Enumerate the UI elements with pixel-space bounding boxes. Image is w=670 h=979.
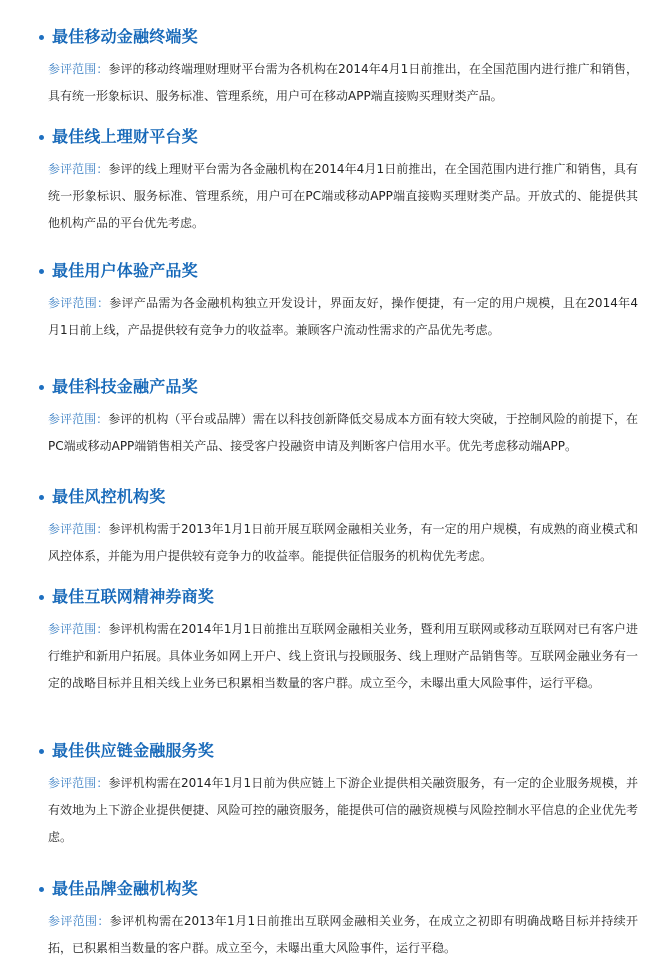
award-title: 最佳线上理财平台奖: [52, 127, 198, 146]
scope-label: 参评范围：: [48, 622, 109, 636]
scope-label: 参评范围：: [48, 296, 110, 310]
bullet-dot-icon: [39, 35, 44, 40]
award-description: [48, 406, 638, 460]
award-description: [48, 770, 638, 851]
bullet-dot-icon: [39, 595, 44, 600]
scope-text: 参评机构需在2014年1月1日前推出互联网金融相关业务，暨利用互联网或移动互联网对已有客户进行维护和新用户拓展。具体业务如网上开户、线上资讯与投顾服务、线上理财产品销售等。互联网金融业务有一定的战略目标并且相关线上业务已积累相当数量的客户群。成立至今，未曝出重大风险事件，运行平稳。: [48, 622, 638, 690]
scope-text: 参评的线上理财平台需为各金融机构在2014年4月1日前推出，在全国范围内进行推广和销售，具有统一形象标识、服务标准、管理系统，用户可在PC端或移动APP端直接购买理财类产品。开放式的、能提供其他机构产品的平台优先考虑。: [48, 162, 638, 230]
bullet-dot-icon: [39, 749, 44, 754]
bullet-dot-icon: [39, 269, 44, 274]
award-title: 最佳用户体验产品奖: [52, 261, 198, 280]
bullet-dot-icon: [39, 135, 44, 140]
scope-label: 参评范围：: [48, 412, 109, 426]
award-header: [0, 586, 670, 610]
award-header: [0, 26, 670, 50]
scope-label: 参评范围：: [48, 62, 109, 76]
award-description: [48, 616, 638, 697]
scope-label: 参评范围：: [48, 162, 109, 176]
award-header: [0, 376, 670, 400]
award-header: [0, 486, 670, 510]
award-title: 最佳风控机构奖: [52, 487, 166, 506]
award-description: [48, 56, 638, 110]
scope-label: 参评范围：: [48, 914, 110, 928]
award-header: [0, 126, 670, 150]
award-description: [48, 516, 638, 570]
scope-text: 参评机构需在2014年1月1日前为供应链上下游企业提供相关融资服务，有一定的企业服务规模，并有效地为上下游企业提供便捷、风险可控的融资服务，能提供可信的融资规模与风险控制水平信息的企业优先考虑。: [48, 776, 638, 844]
scope-text: 参评的机构（平台或品牌）需在以科技创新降低交易成本方面有较大突破，于控制风险的前提下，在PC端或移动APP端销售相关产品、接受客户投融资申请及判断客户信用水平。优先考虑移动端APP。: [48, 412, 638, 453]
bullet-dot-icon: [39, 385, 44, 390]
scope-text: 参评产品需为各金融机构独立开发设计，界面友好，操作便捷，有一定的用户规模，且在2014年4月1日前上线，产品提供较有竞争力的收益率。兼顾客户流动性需求的产品优先考虑。: [48, 296, 638, 337]
award-title: 最佳科技金融产品奖: [52, 377, 198, 396]
award-header: [0, 878, 670, 902]
award-header: [0, 740, 670, 764]
award-title: 最佳品牌金融机构奖: [52, 879, 198, 898]
scope-label: 参评范围：: [48, 522, 109, 536]
award-description: [48, 908, 638, 962]
award-description: [48, 290, 638, 344]
bullet-dot-icon: [39, 495, 44, 500]
scope-label: 参评范围：: [48, 776, 109, 790]
scope-text: 参评的移动终端理财理财平台需为各机构在2014年4月1日前推出，在全国范围内进行推广和销售，具有统一形象标识、服务标准、管理系统，用户可在移动APP端直接购买理财类产品。: [48, 62, 638, 103]
award-description: [48, 156, 638, 237]
award-title: 最佳移动金融终端奖: [52, 27, 198, 46]
award-header: [0, 260, 670, 284]
award-title: 最佳供应链金融服务奖: [52, 741, 215, 760]
award-title: 最佳互联网精神券商奖: [52, 587, 215, 606]
scope-text: 参评机构需于2013年1月1日前开展互联网金融相关业务，有一定的用户规模，有成熟的商业模式和风控体系，并能为用户提供较有竞争力的收益率。能提供征信服务的机构优先考虑。: [48, 522, 638, 563]
bullet-dot-icon: [39, 887, 44, 892]
scope-text: 参评机构需在2013年1月1日前推出互联网金融相关业务，在成立之初即有明确战略目标并持续开拓，已积累相当数量的客户群。成立至今，未曝出重大风险事件，运行平稳。: [48, 914, 638, 955]
